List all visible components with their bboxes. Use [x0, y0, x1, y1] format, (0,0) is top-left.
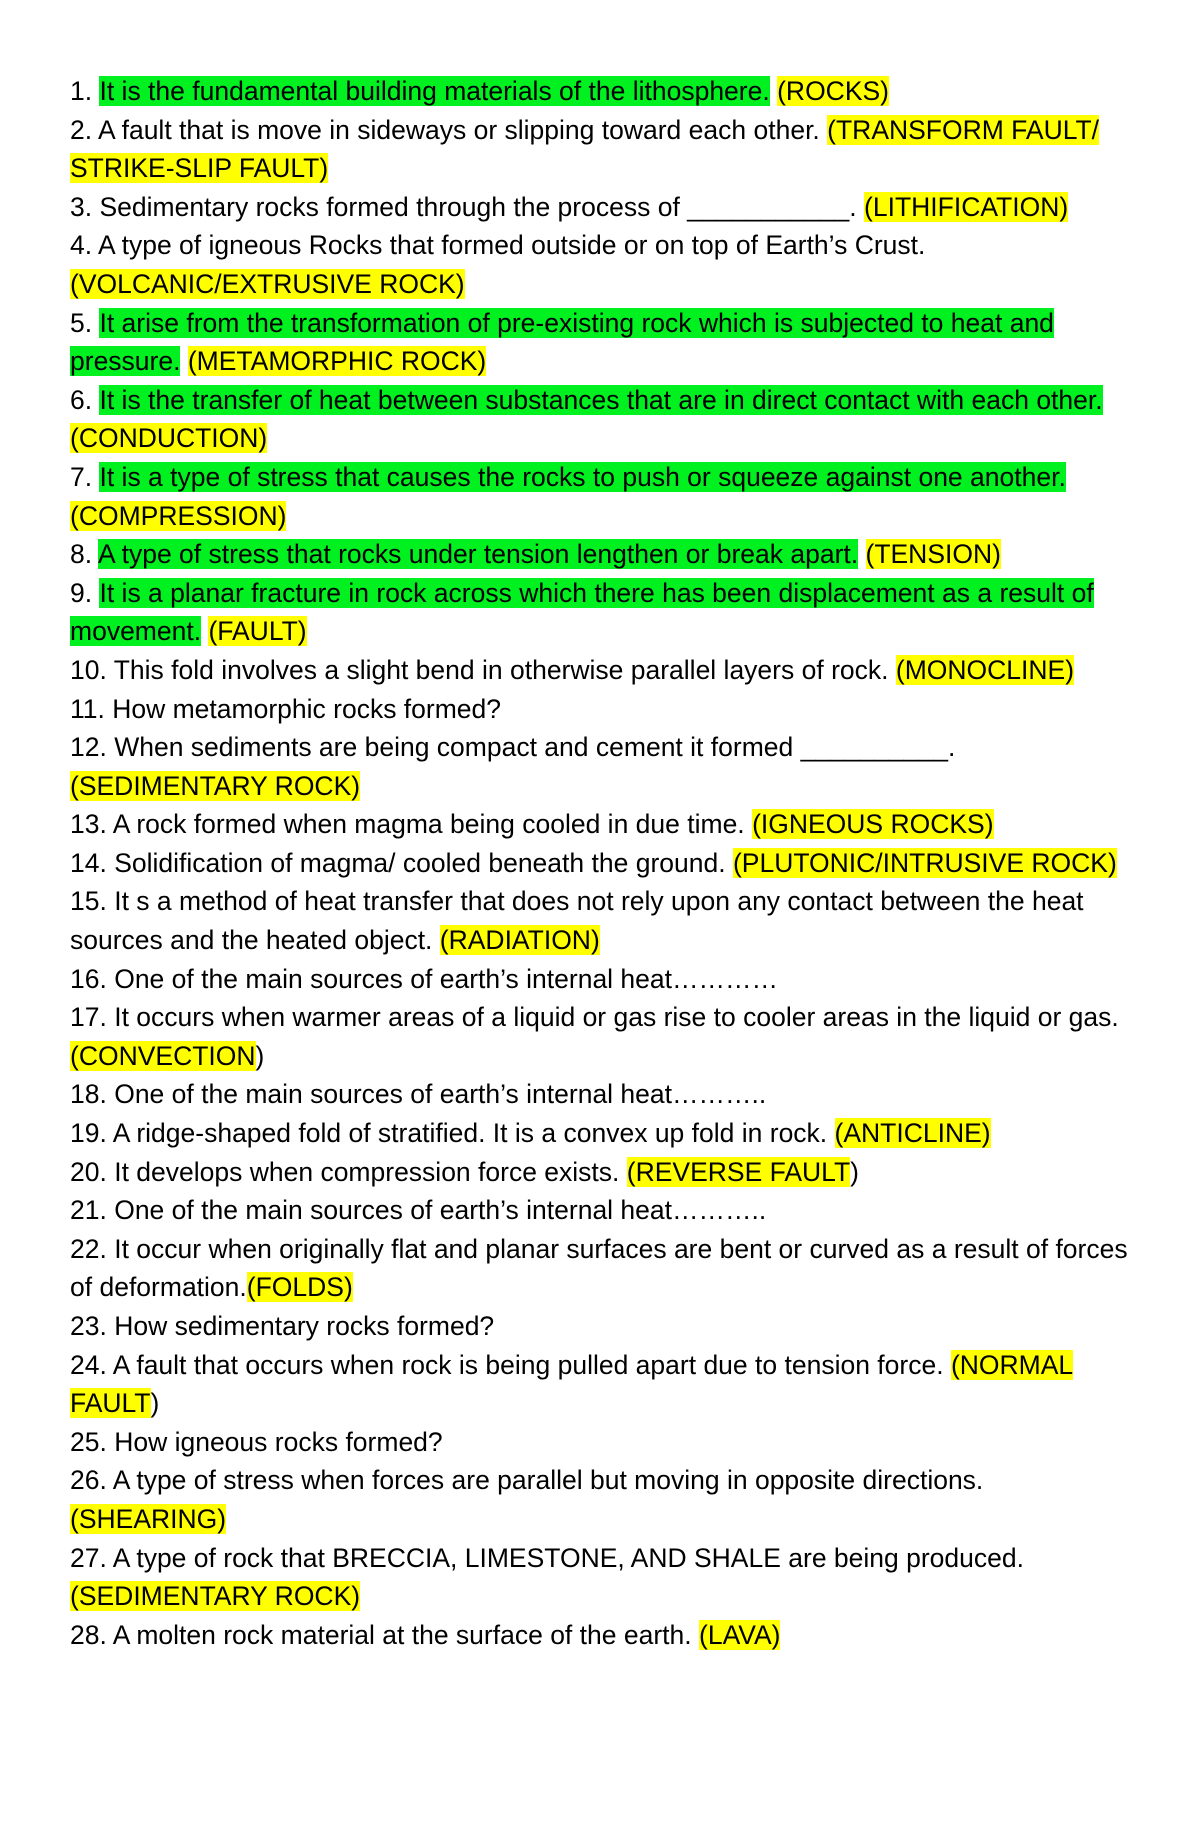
answer-text: (CONVECTION: [70, 1040, 256, 1071]
answer-text: (SEDIMENTARY ROCK): [70, 770, 361, 801]
question-number: 26.: [70, 1465, 113, 1496]
spacer: [692, 1620, 699, 1650]
question-number: 13.: [70, 809, 113, 840]
question-item: [70, 960, 1135, 999]
question-number: 23.: [70, 1311, 115, 1341]
question-item: [70, 651, 1135, 690]
question-item: [70, 188, 1135, 227]
question-text: It is the transfer of heat between substances that are in direct contact with each other.: [99, 384, 1103, 415]
question-item: [70, 1423, 1135, 1462]
question-text: It occur when originally flat and planar surfaces are bent or curved as a result of forces of deformation.: [70, 1233, 1128, 1303]
question-item: [70, 1153, 1135, 1192]
question-text: Sedimentary rocks formed through the process of ___________.: [99, 191, 857, 222]
question-text: It develops when compression force exists.: [114, 1156, 620, 1187]
question-item: [70, 844, 1135, 883]
answer-text: (VOLCANIC/EXTRUSIVE ROCK): [70, 268, 465, 299]
answer-text: (LITHIFICATION): [864, 191, 1069, 222]
answer-text: (PLUTONIC/INTRUSIVE ROCK): [732, 847, 1117, 878]
answer-text: (TRANSFORM FAULT/ STRIKE-SLIP FAULT): [70, 114, 1100, 184]
question-text: One of the main sources of earth’s internal heat………..: [114, 1079, 767, 1110]
question-text: One of the main sources of earth’s internal heat…………: [114, 963, 779, 994]
question-number: 8.: [70, 539, 99, 570]
question-item: [70, 1461, 1135, 1538]
answer-text: (METAMORPHIC ROCK): [187, 346, 487, 377]
question-number: 21.: [70, 1195, 115, 1226]
answer-text: (FOLDS): [246, 1272, 353, 1303]
question-item: [70, 381, 1135, 458]
answer-text: (NORMAL FAULT: [70, 1349, 1074, 1419]
answer-text: (MONOCLINE): [895, 654, 1075, 685]
question-item: [70, 535, 1135, 574]
spacer: [432, 925, 439, 955]
question-text: A molten rock material at the surface of the earth.: [112, 1619, 692, 1650]
answer-text: (REVERSE FAULT: [626, 1156, 851, 1187]
question-item: [70, 458, 1135, 535]
answer-tail: ): [150, 1388, 160, 1419]
answer-text: (IGNEOUS ROCKS): [752, 809, 994, 840]
answer-text: (SHEARING): [70, 1503, 227, 1534]
question-text: How sedimentary rocks formed?: [114, 1311, 495, 1341]
question-number: 17.: [70, 1002, 115, 1033]
spacer: [726, 848, 733, 878]
question-item: [70, 1114, 1135, 1153]
answer-text: (RADIATION): [439, 925, 600, 956]
question-text: How metamorphic rocks formed?: [112, 693, 502, 724]
question-number: 6.: [70, 384, 100, 415]
question-number: 27.: [70, 1542, 113, 1573]
question-text: A fault that occurs when rock is being pulled apart due to tension force.: [112, 1349, 944, 1380]
question-item: [70, 882, 1135, 959]
answer-text: (FAULT): [208, 616, 307, 647]
answer-tail: ): [850, 1156, 859, 1187]
question-item: [70, 728, 1135, 805]
question-number: 4.: [70, 230, 99, 261]
question-number: 7.: [70, 461, 100, 492]
question-item: [70, 1539, 1135, 1616]
question-text: When sediments are being compact and cement it formed __________.: [114, 732, 956, 763]
answer-text: (COMPRESSION): [70, 500, 287, 531]
question-text: A rock formed when magma being cooled in due time.: [112, 809, 745, 840]
answer-text: (ANTICLINE): [834, 1118, 991, 1149]
question-number: 18.: [70, 1079, 115, 1110]
question-number: 1.: [70, 76, 100, 106]
question-text: Solidification of magma/ cooled beneath the ground.: [114, 847, 726, 878]
question-number: 3.: [70, 191, 100, 222]
question-number: 24.: [70, 1349, 113, 1380]
question-item: [70, 1230, 1135, 1307]
question-text: It s a method of heat transfer that does not rely upon any contact between the heat sources and the heated object.: [70, 886, 1084, 956]
question-number: 12.: [70, 732, 115, 763]
question-text: One of the main sources of earth’s internal heat………..: [114, 1195, 767, 1226]
question-number: 19.: [70, 1118, 113, 1149]
question-item: [70, 690, 1135, 729]
question-item: [70, 805, 1135, 844]
question-number: 28.: [70, 1619, 113, 1650]
question-item: [70, 998, 1135, 1075]
question-text: This fold involves a slight bend in otherwise parallel layers of rock.: [113, 654, 889, 685]
question-text: A fault that is move in sideways or slipping toward each other.: [98, 114, 820, 145]
question-number: 2.: [70, 114, 99, 145]
spacer: [770, 76, 777, 106]
question-text: A type of stress when forces are parallel but moving in opposite directions.: [112, 1465, 984, 1496]
question-text: It is the fundamental building materials of the lithosphere.: [99, 76, 770, 106]
question-text: It arise from the transformation of pre-existing rock which is subjected to heat and pressure.: [70, 307, 1054, 377]
question-item: [70, 1191, 1135, 1230]
question-item: [70, 574, 1135, 651]
question-number: 15.: [70, 886, 115, 917]
spacer: [827, 1118, 834, 1148]
spacer: [858, 539, 865, 569]
question-number: 11.: [70, 693, 113, 724]
question-item: [70, 304, 1135, 381]
question-number: 14.: [70, 847, 115, 878]
question-number: 10.: [70, 654, 114, 685]
question-number: 22.: [70, 1233, 115, 1264]
question-text: How igneous rocks formed?: [114, 1426, 443, 1457]
question-item: [70, 1307, 1135, 1346]
question-text: It occurs when warmer areas of a liquid or gas rise to cooler areas in the liquid or gas.: [114, 1002, 1119, 1033]
answer-text: (TENSION): [865, 539, 1001, 570]
question-item: [70, 72, 1135, 111]
question-list: [70, 72, 1135, 1654]
question-text: A type of rock that BRECCIA, LIMESTONE, AND SHALE are being produced.: [112, 1542, 1024, 1573]
question-item: [70, 226, 1135, 303]
question-text: It is a type of stress that causes the rocks to push or squeeze against one another.: [99, 461, 1066, 492]
question-text: A ridge-shaped fold of stratified. It is a convex up fold in rock.: [112, 1118, 828, 1149]
answer-text: (LAVA): [699, 1619, 781, 1650]
question-number: 20.: [70, 1156, 115, 1187]
question-number: 5.: [70, 307, 100, 338]
question-item: [70, 1075, 1135, 1114]
answer-text: (SEDIMENTARY ROCK): [70, 1581, 361, 1612]
question-item: [70, 1346, 1135, 1423]
spacer: [619, 1157, 626, 1187]
question-number: 9.: [70, 577, 100, 608]
question-text: A type of igneous Rocks that formed outside or on top of Earth’s Crust.: [98, 230, 926, 261]
spacer: [180, 346, 187, 376]
spacer: [857, 192, 864, 222]
question-number: 16.: [70, 963, 115, 994]
spacer: [889, 655, 896, 685]
question-number: 25.: [70, 1426, 115, 1457]
question-text: A type of stress that rocks under tension lengthen or break apart.: [98, 539, 859, 570]
spacer: [944, 1350, 951, 1380]
question-item: [70, 111, 1135, 188]
question-text: It is a planar fracture in rock across which there has been displacement as a result of movement.: [70, 577, 1094, 647]
spacer: [745, 809, 752, 839]
answer-tail: ): [255, 1040, 265, 1071]
answer-text: (CONDUCTION): [70, 423, 268, 454]
question-item: [70, 1616, 1135, 1655]
answer-text: (ROCKS): [777, 76, 889, 106]
